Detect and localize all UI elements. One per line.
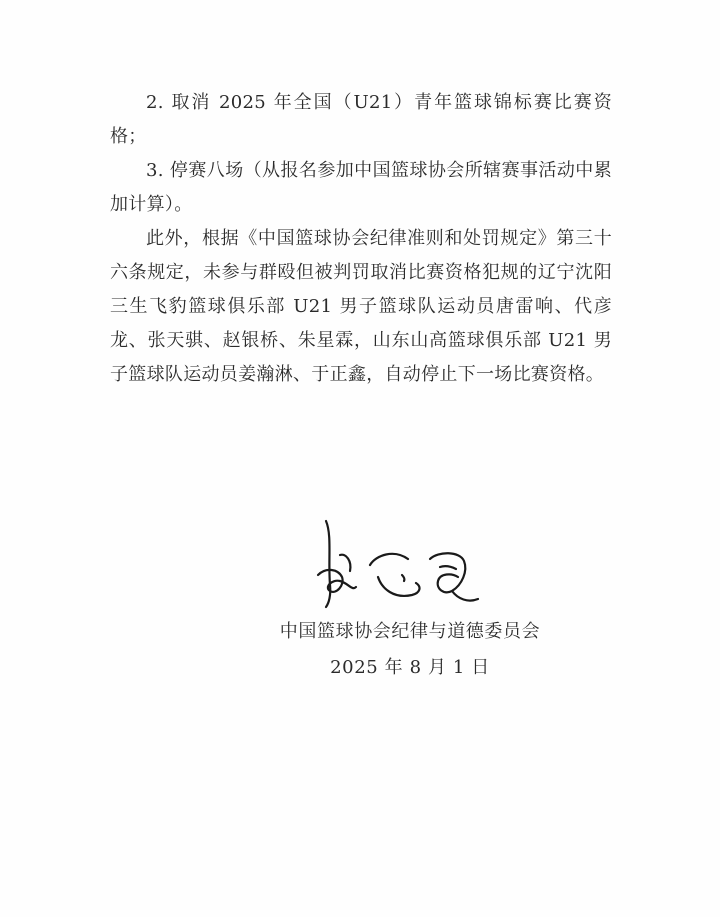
supplementary-paragraph: 此外，根据《中国篮球协会纪律准则和处罚规定》第三十六条规定，未参与群殴但被判罚取消比赛资格犯规的辽宁沈阳三生飞豹篮球俱乐部 U21 男子篮球队运动员唐雷响、代彦龙、张天骐、赵银桥、朱星霖，山东山高篮球俱乐部 U21 男子篮球队运动员姜瀚淋、于正鑫，自动停止下一场比赛资格。	[110, 228, 612, 385]
clause-2: 2. 取消 2025 年全国（U21）青年篮球锦标赛比赛资格；	[110, 92, 612, 147]
signature-icon	[312, 515, 482, 615]
clause-3: 3. 停赛八场（从报名参加中国篮球协会所辖赛事活动中累加计算）。	[110, 160, 612, 215]
issuer-name: 中国篮球协会纪律与道德委员会	[279, 621, 541, 642]
document-body	[110, 86, 612, 392]
issue-date: 2025 年 8 月 1 日	[330, 657, 490, 678]
